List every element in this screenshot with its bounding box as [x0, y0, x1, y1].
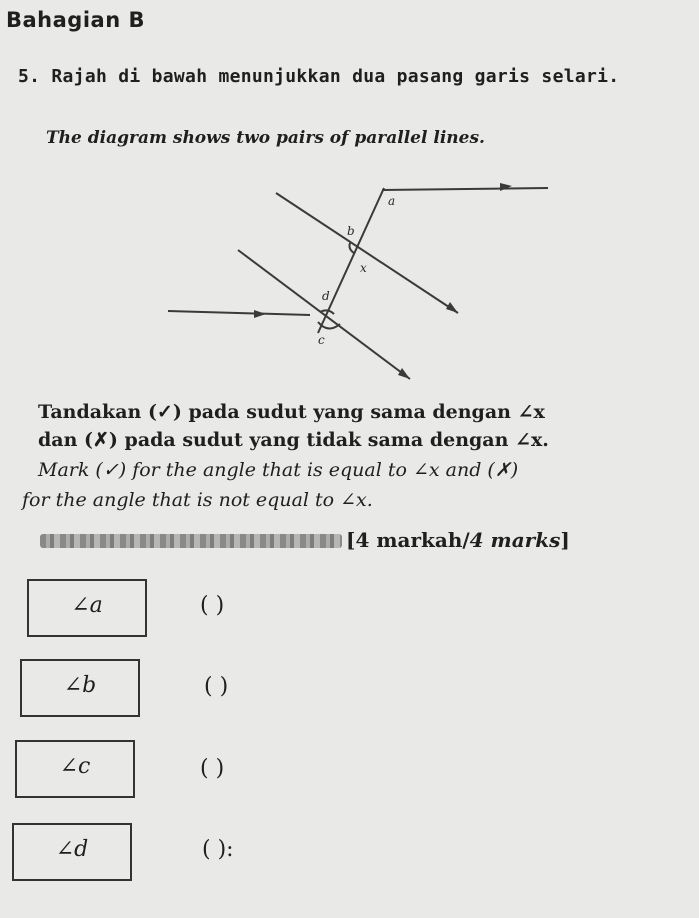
- marks-en: 4 marks: [469, 528, 561, 552]
- angle-box-c: [15, 740, 135, 798]
- answer-slot-c[interactable]: ( ): [200, 756, 225, 781]
- instruction-ms-line1: Tandakan (✓) pada sudut yang sama dengan ∠x: [38, 401, 545, 423]
- label-x: x: [360, 261, 367, 275]
- label-d: d: [322, 289, 330, 303]
- marks-label: [346, 528, 570, 552]
- marks-ms: [4 markah/: [346, 528, 470, 552]
- instruction-en-line1: Mark (✓) for the angle that is equal to ∠x and (✗): [38, 459, 519, 481]
- label-c: c: [318, 333, 325, 347]
- section-title: Bahagian B: [6, 8, 145, 32]
- answer-slot-d[interactable]: ( ):: [202, 837, 234, 862]
- answer-slot-b[interactable]: ( ): [204, 674, 229, 699]
- arrow-upper: [446, 302, 458, 313]
- instruction-en-line2: for the angle that is not equal to ∠x.: [22, 489, 373, 511]
- angle-box-a: [27, 579, 147, 637]
- instruction-ms-line2: dan (✗) pada sudut yang tidak sama dengan ∠x.: [38, 429, 549, 451]
- arrow-bottom: [254, 310, 266, 318]
- angle-label: ∠d: [55, 837, 89, 862]
- question-text-ms: 5. Rajah di bawah menunjukkan dua pasang garis selari.: [18, 66, 620, 87]
- answer-slot-a[interactable]: ( ): [200, 593, 225, 618]
- transversal-line-upper: [276, 193, 458, 313]
- angle-label: ∠c: [59, 754, 91, 779]
- angle-label: ∠a: [71, 593, 103, 618]
- label-b: b: [347, 224, 355, 238]
- angle-label: ∠b: [63, 673, 97, 698]
- angle-box-b: [20, 659, 140, 717]
- arrow-top: [500, 183, 512, 191]
- question-text-en: The diagram shows two pairs of parallel lines.: [46, 128, 485, 148]
- label-a: a: [388, 194, 396, 208]
- parallel-line-top: [382, 188, 548, 190]
- parallel-line-bottom: [168, 311, 310, 315]
- angle-box-d: [12, 823, 132, 881]
- blurred-stamp: [40, 534, 342, 548]
- marks-close: ]: [560, 528, 570, 552]
- arrow-lower: [398, 368, 410, 379]
